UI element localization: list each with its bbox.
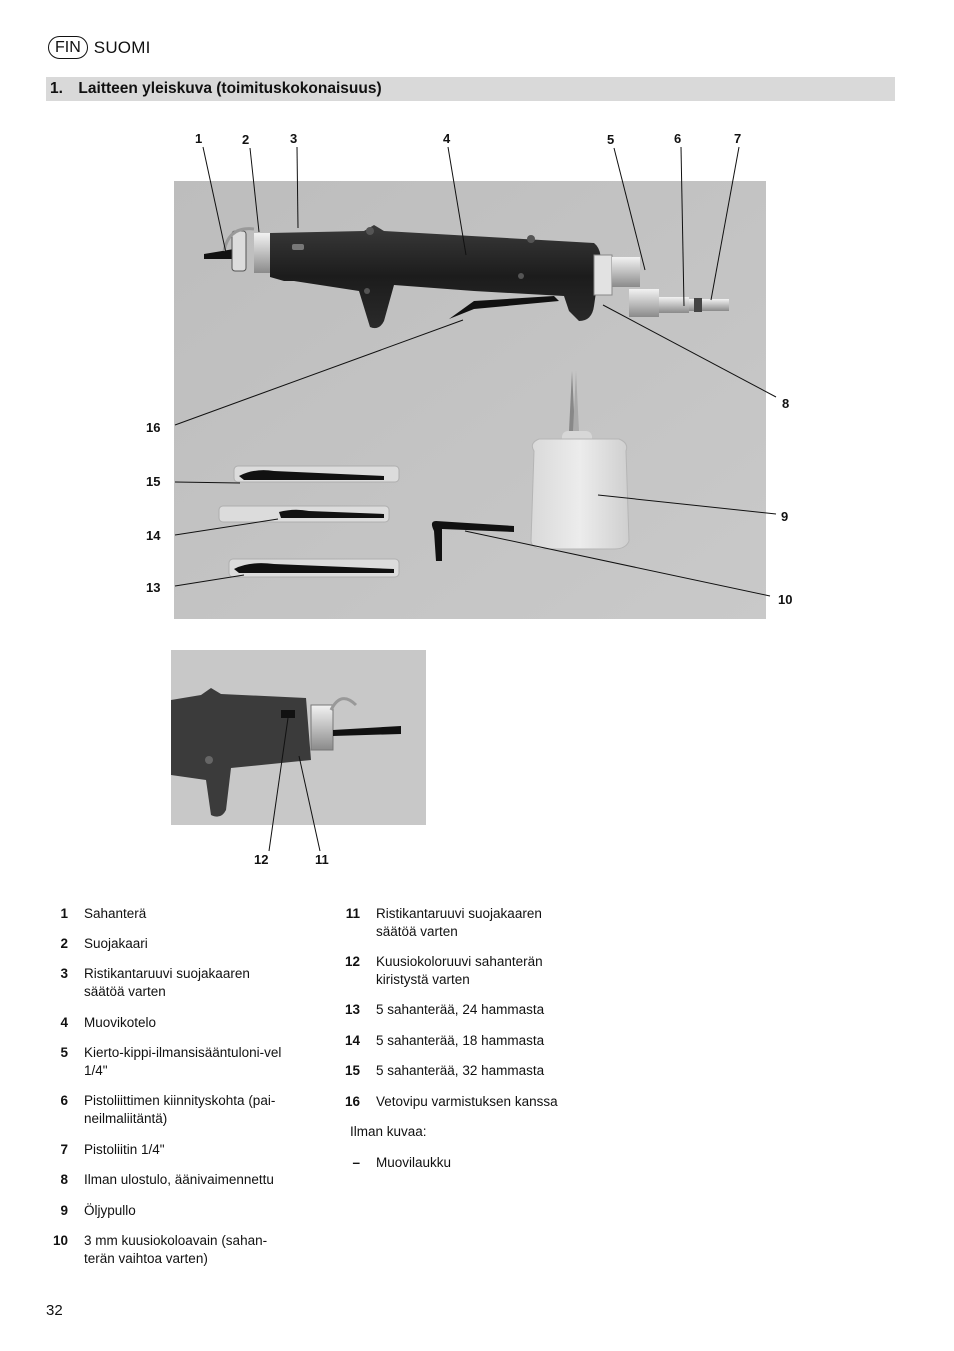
legend-text: 5 sahanterää, 32 hammasta	[376, 1063, 545, 1078]
callout-1: 1	[195, 131, 203, 146]
legend-number: 16	[344, 1094, 360, 1109]
language-name: SUOMI	[93, 37, 151, 57]
section-title: 1. Laitteen yleiskuva (toimituskokonaisuus)	[50, 80, 382, 97]
legend-number: 11	[345, 906, 360, 921]
legend-text: 3 mm kuusiokoloavain (sahan-terän vaihtoa varten)	[84, 1233, 268, 1266]
language-header	[48, 36, 151, 59]
legend-text: 5 sahanterää, 18 hammasta	[376, 1033, 545, 1048]
legend-number: 1	[60, 906, 68, 921]
section-heading-bar	[46, 77, 895, 101]
legend-number: 8	[60, 1172, 68, 1187]
page-number: 32	[46, 1302, 63, 1319]
callout-4: 4	[443, 131, 451, 146]
callout-12: 12	[254, 852, 269, 867]
callout-6: 6	[674, 131, 682, 146]
legend-number: 14	[344, 1033, 360, 1048]
blade-pack-18	[219, 506, 389, 522]
legend-number: 4	[60, 1015, 68, 1030]
legend-text: Öljypullo	[84, 1203, 136, 1218]
legend-number: 2	[60, 936, 68, 951]
callout-11: 11	[315, 852, 329, 867]
legend-number: 3	[60, 966, 68, 981]
callout-8: 8	[782, 396, 790, 411]
product-overview-photo	[174, 181, 766, 619]
callout-2: 2	[242, 132, 250, 147]
legend-text: Sahanterä	[84, 906, 147, 921]
not-shown-heading-text: Ilman kuvaa:	[350, 1124, 427, 1139]
parts-legend-left	[48, 905, 308, 1285]
blade-pack-24	[229, 559, 399, 577]
language-badge: FIN	[48, 36, 88, 59]
legend-number: 12	[344, 954, 360, 969]
legend-text: Suojakaari	[84, 936, 148, 951]
legend-number: 10	[52, 1233, 68, 1248]
legend-text: Muovilaukku	[376, 1155, 452, 1170]
parts-legend-right	[340, 905, 600, 1205]
callout-3: 3	[290, 131, 298, 146]
legend-number: –	[352, 1155, 360, 1170]
legend-number: 7	[60, 1142, 68, 1157]
callout-16: 16	[146, 420, 161, 435]
callout-9: 9	[781, 509, 789, 524]
callout-13: 13	[146, 580, 161, 595]
callout-10: 10	[778, 592, 793, 607]
legend-text: Vetovipu varmistuksen kanssa	[376, 1094, 558, 1109]
callout-15: 15	[146, 474, 161, 489]
callout-5: 5	[607, 132, 615, 147]
legend-number: 15	[344, 1063, 360, 1078]
callout-14: 14	[146, 528, 161, 543]
legend-text: Kuusiokoloruuvi sahanterän kiristystä varten	[376, 954, 543, 987]
legend-text: Kierto-kippi-ilmansisääntuloni-vel 1/4"	[84, 1045, 282, 1078]
legend-text: Ilman ulostulo, äänivaimennettu	[84, 1172, 274, 1187]
legend-text: Pistoliitin 1/4"	[84, 1142, 165, 1157]
legend-text: 5 sahanterää, 24 hammasta	[376, 1002, 545, 1017]
legend-number: 9	[60, 1203, 68, 1218]
legend-text: Muovikotelo	[84, 1015, 157, 1030]
legend-number: 6	[60, 1093, 68, 1108]
blade-pack-32	[234, 466, 399, 482]
legend-text: Ristikantaruuvi suojakaaren säätöä varten	[84, 966, 250, 999]
legend-text: Ristikantaruuvi suojakaaren säätöä varten	[376, 906, 542, 939]
legend-number: 13	[344, 1002, 360, 1017]
legend-text: Pistoliittimen kiinnityskohta (pai-neilmaliitäntä)	[84, 1093, 276, 1126]
legend-number: 5	[60, 1045, 68, 1060]
callout-7: 7	[734, 131, 742, 146]
detail-photo-screws	[171, 650, 426, 825]
